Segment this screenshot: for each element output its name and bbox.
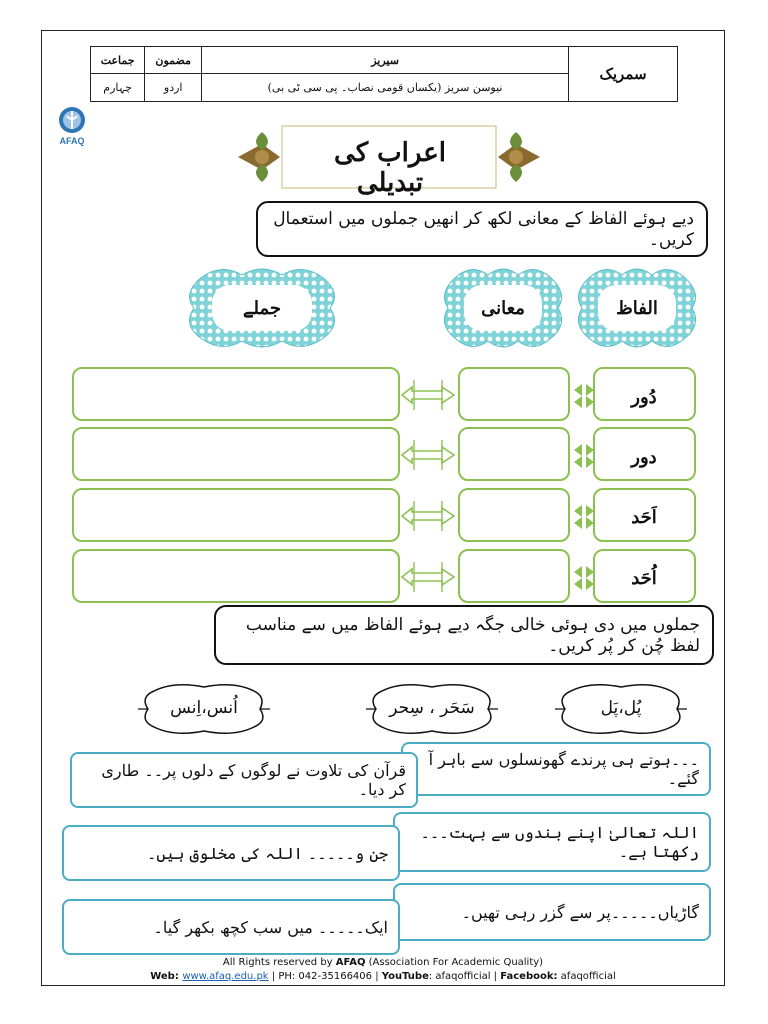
subject-label: سمریک [569,47,678,102]
topic-label: مضمون [145,47,202,74]
topic-value: اردو [145,74,202,102]
afaq-logo [50,104,94,148]
footer-phone: | PH: 042-35166406 | [268,971,382,982]
footer-web-link[interactable]: www.afaq.edu.pk [182,971,269,982]
footer-brand: AFAQ [335,957,366,968]
word-4: اُحَد [631,568,657,589]
column-words: الفاظ [616,298,658,319]
sentence-box-1[interactable] [72,367,400,421]
option-3: اُنس،اِنس [170,698,238,718]
sentence-2: قرآن کی تلاوت نے لوگوں کے دلوں پر۔۔ طاری کر دیا۔ [70,752,418,808]
sentence-box-2[interactable] [72,427,400,481]
footer-youtube: : afaqofficial | [428,971,501,982]
sentence-3: اللہ تعالیٰ اپنے بندوں سے بہت۔۔۔رکھتا ہے۔ [393,812,711,872]
footer-facebook: afaqofficial [557,971,616,982]
footer-rights: All Rights reserved by [222,957,336,968]
class-value: چہارم [91,74,145,102]
column-sentences: جملے [242,298,282,319]
footer-line-2 [41,970,725,984]
footer-line-1 [41,956,725,970]
footer-youtube-label: YouTube [381,971,429,982]
header-table [90,46,678,102]
series-value: نیوسن سریز (یکساں قومی نصاب۔ پی سی ٹی بی) [202,74,569,102]
option-2: سَحَر ، سِحر [389,698,475,718]
sentence-6: ایک۔۔۔۔۔ میں سب کچھ بکھر گیا۔ [62,899,400,955]
instruction-1: دیے ہوئے الفاظ کے معانی لکھ کر انھیں جملوں میں استعمال کریں۔ [256,201,708,257]
instruction-2: جملوں میں دی ہوئی خالی جگہ دیے ہوئے الفاظ میں سے مناسب لفظ چُن کر پُر کریں۔ [214,605,714,665]
word-3: اَحَد [631,507,657,528]
column-meanings: معانی [481,298,525,319]
sentence-1: ۔۔۔ہوتے ہی پرندے گھونسلوں سے باہر آ گئے۔ [401,742,711,796]
word-2: دور [631,447,657,468]
option-1: پُل،پَل [600,698,642,718]
footer-facebook-label: Facebook: [500,971,558,982]
footer-web-label: Web: [150,971,183,982]
footer [41,956,725,984]
row-arrows [398,360,598,610]
footer-org: (Association For Academic Quality) [365,957,544,968]
page-title: اعراب کی تبدیلی [334,138,446,198]
sentence-5: گاڑیاں۔۔۔۔۔پر سے گزر رہی تھیں۔ [393,883,711,941]
series-label: سیریز [202,47,569,74]
sentence-4: جن و۔۔۔۔۔ اللہ کی مخلوق ہیں۔ [62,825,400,881]
sentence-box-3[interactable] [72,488,400,542]
word-1: دُور [631,387,657,408]
sentence-box-4[interactable] [72,549,400,603]
logo-text: AFAQ [59,136,85,146]
class-label: جماعت [91,47,145,74]
